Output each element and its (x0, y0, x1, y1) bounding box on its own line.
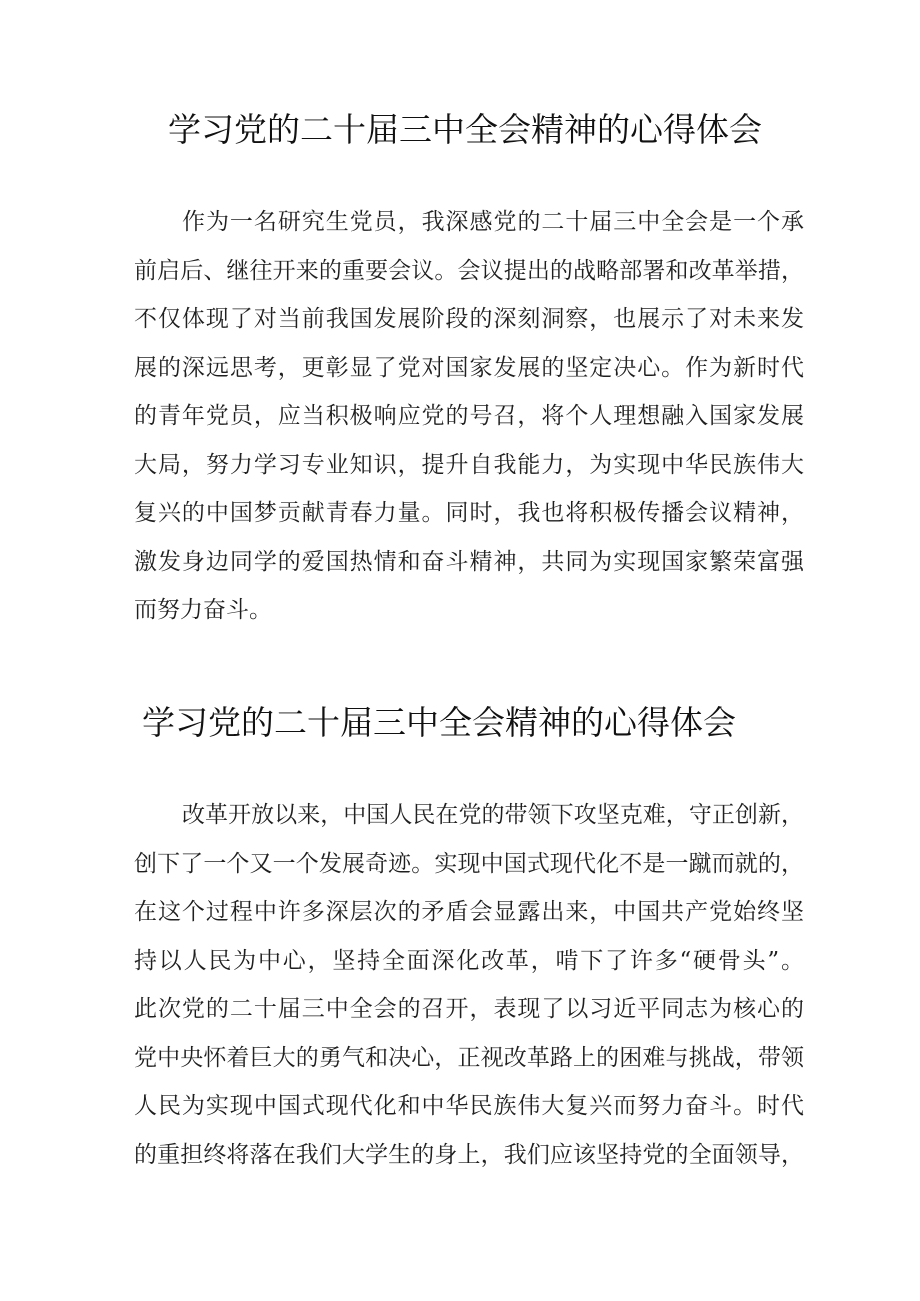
essay-paragraph (134, 791, 804, 1179)
paragraph-line: 大局，努力学习专业知识，提升自我能力，为实现中华民族伟大 (134, 451, 804, 478)
paragraph-line: 前启后、继往开来的重要会议。会议提出的战略部署和改革举措， (134, 257, 804, 284)
section-title: 学习党的二十届三中全会精神的心得体会 (142, 703, 736, 742)
paragraph-line: 作为一名研究生党员，我深感党的二十届三中全会是一个承 (182, 209, 804, 235)
paragraph-line: 而努力奋斗。 (134, 597, 272, 623)
paragraph-line: 持以人民为中心，坚持全面深化改革，啃下了许多“硬骨头”。 (134, 947, 804, 974)
paragraph-line: 创下了一个又一个发展奇迹。实现中国式现代化不是一蹴而就的， (134, 850, 804, 877)
paragraph-line: 复兴的中国梦贡献青春力量。同时，我也将积极传播会议精神， (134, 500, 804, 526)
paragraph-line: 党中央怀着巨大的勇气和决心，正视改革路上的困难与挑战，带领 (134, 1044, 804, 1071)
paragraph-line: 人民为实现中国式现代化和中华民族伟大复兴而努力奋斗。时代 (134, 1093, 804, 1119)
paragraph-line: 激发身边同学的爱国热情和奋斗精神，共同为实现国家繁荣富强 (134, 548, 804, 575)
paragraph-line: 不仅体现了对当前我国发展阶段的深刻洞察，也展示了对未来发 (134, 306, 804, 332)
paragraph-line: 改革开放以来，中国人民在党的带领下攻坚克难，守正创新， (182, 802, 804, 828)
section-title: 学习党的二十届三中全会精神的心得体会 (168, 110, 762, 149)
essay-paragraph (134, 198, 804, 635)
paragraph-line: 的重担终将落在我们大学生的身上，我们应该坚持党的全面领导， (134, 1141, 804, 1168)
paragraph-line: 此次党的二十届三中全会的召开，表现了以习近平同志为核心的 (134, 996, 804, 1022)
paragraph-line: 的青年党员，应当积极响应党的号召，将个人理想融入国家发展 (134, 403, 804, 429)
paragraph-line: 展的深远思考，更彰显了党对国家发展的坚定决心。作为新时代 (134, 354, 804, 381)
paragraph-line: 在这个过程中许多深层次的矛盾会显露出来，中国共产党始终坚 (134, 899, 804, 925)
